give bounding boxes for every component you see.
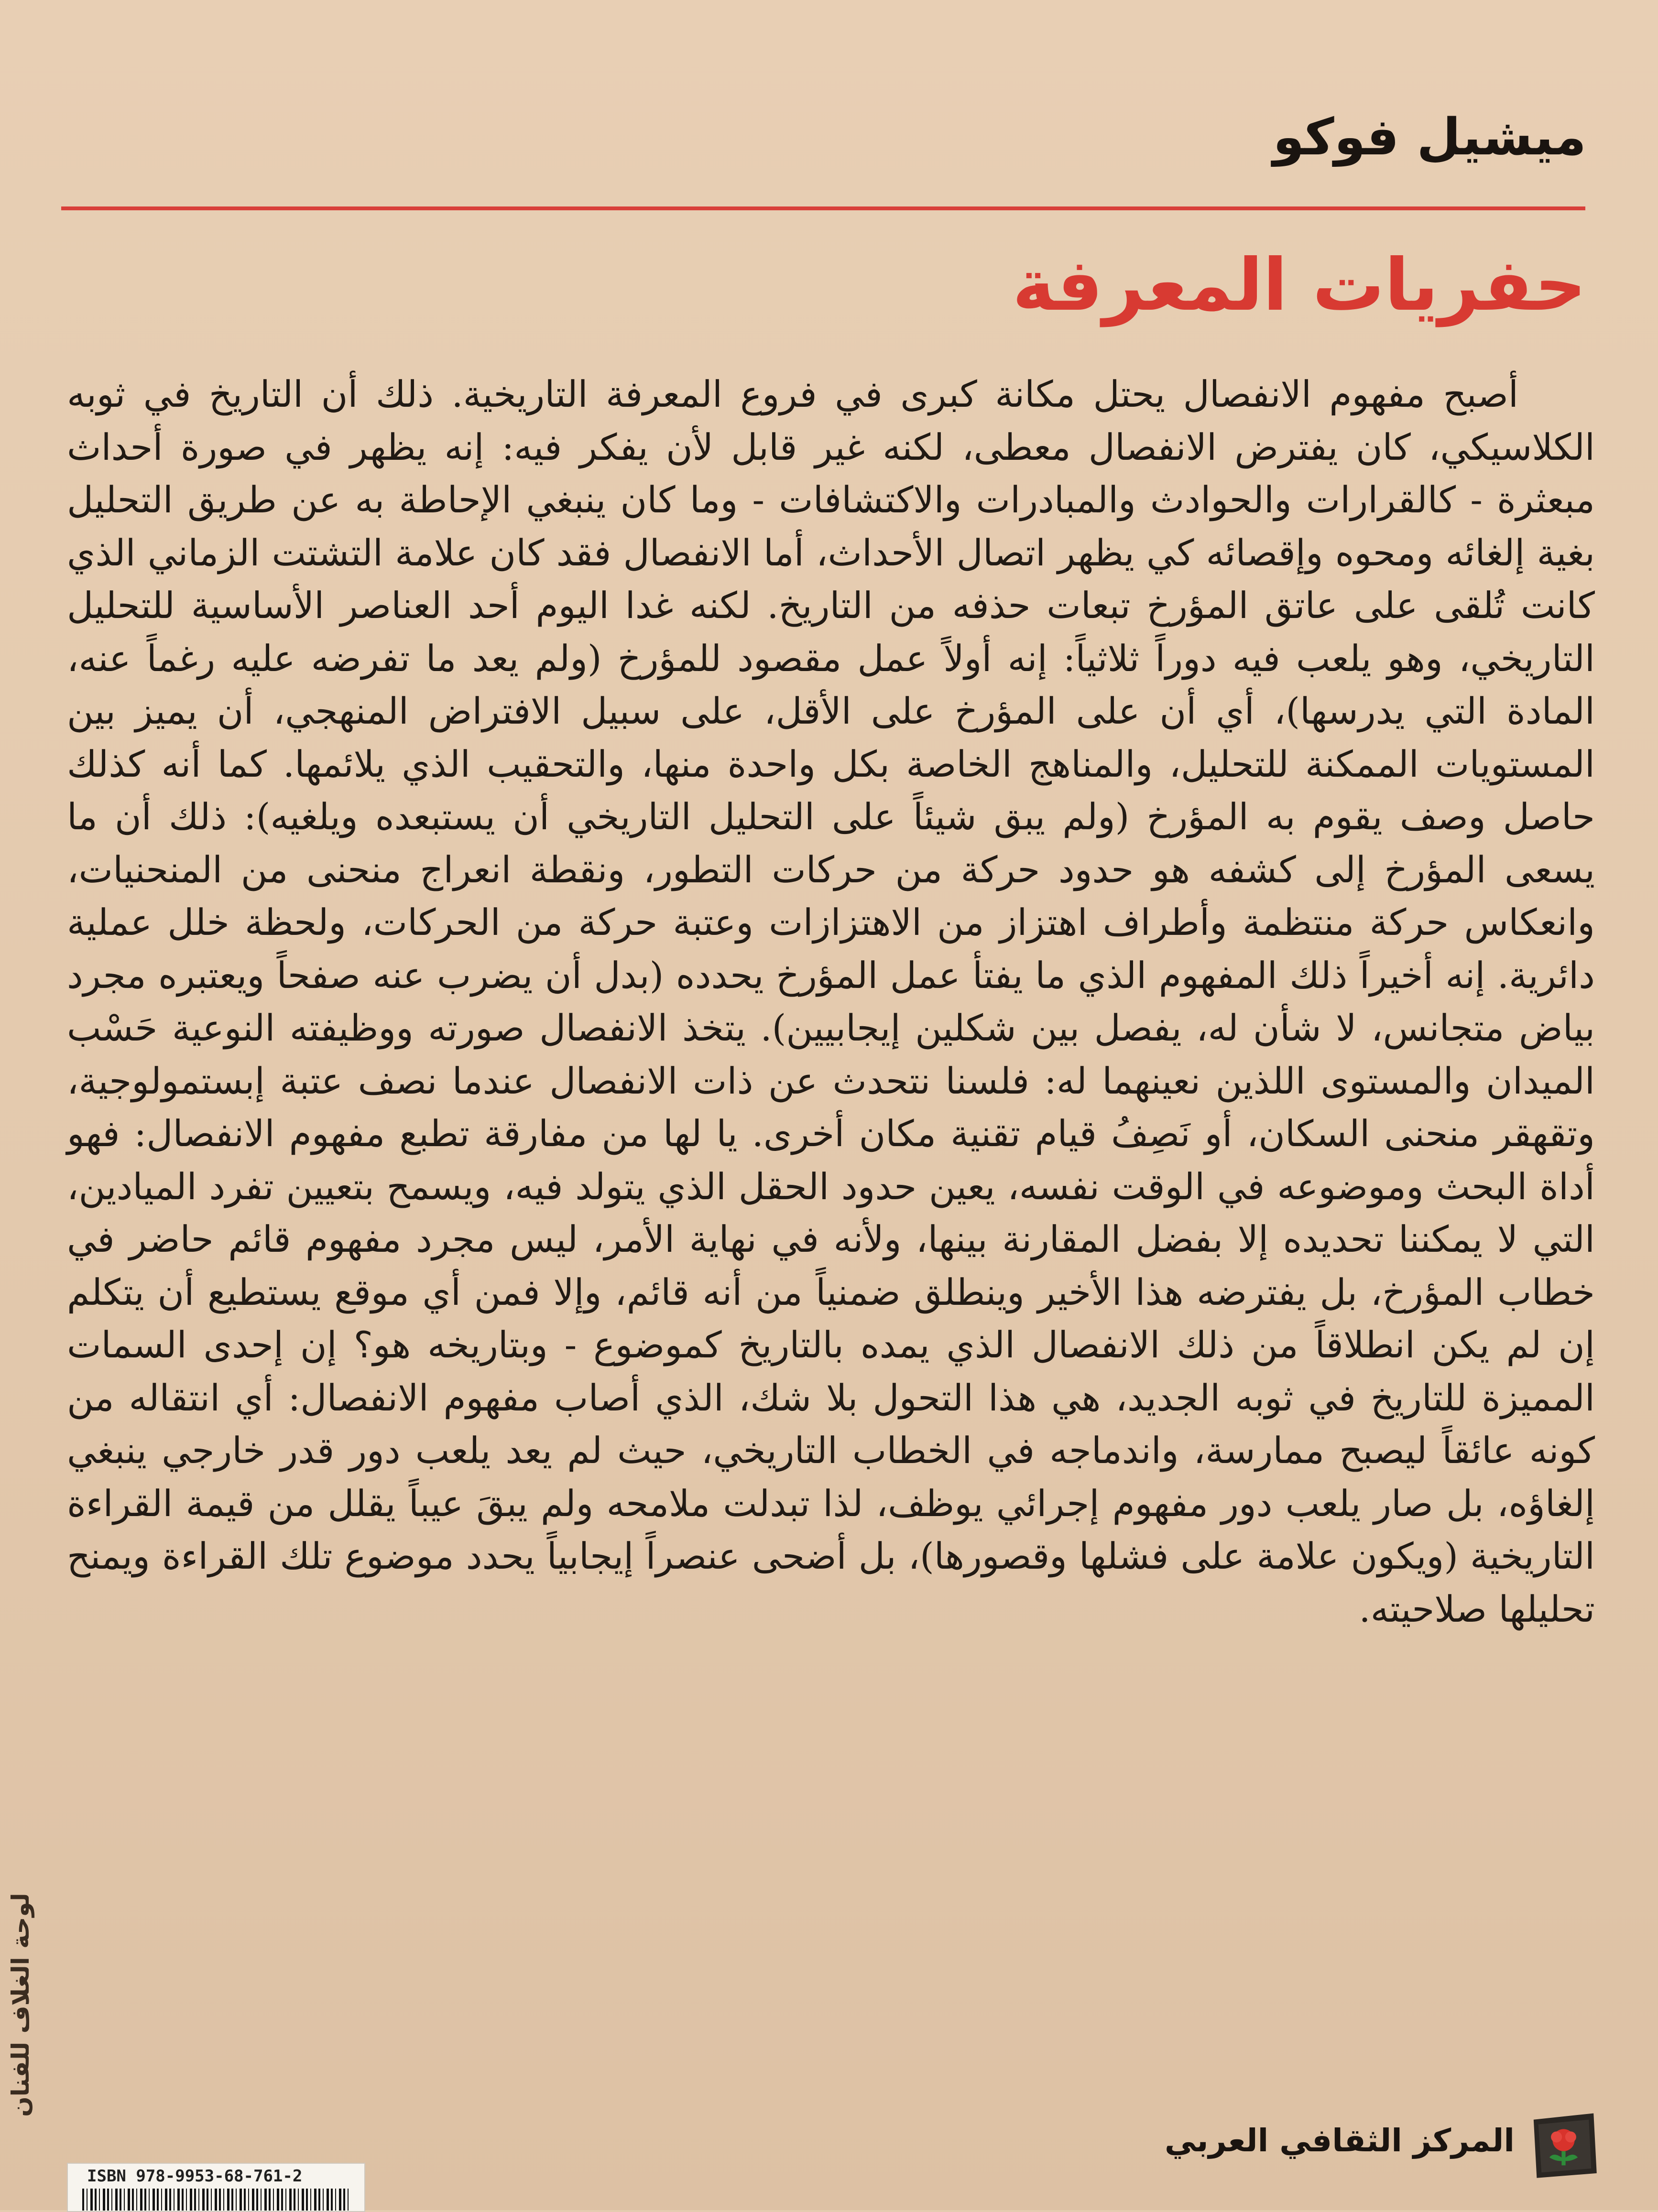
book-title: حفريات المعرفة	[1012, 244, 1586, 327]
publisher-logo-icon	[1524, 2105, 1603, 2184]
author-name: ميشيل فوكو	[1273, 108, 1586, 166]
publisher-name: المركز الثقافي العربي	[1165, 2122, 1515, 2159]
blurb-text: أصبح مفهوم الانفصال يحتل مكانة كبرى في فروع المعرفة التاريخية. ذلك أن التاريخ في ثوبه الكلاسيكي، كان يفترض الانفصال معطى، لكنه غير قابل لأن يفكر فيه: إنه يظهر في صورة أحداث مبعثرة - كالقرارات والحوادث والمبادرات والاكتشافات - وما كان ينبغي الإحاطة به عن طريق التحليل بغية إلغائه ومحوه وإقصائه كي يظهر اتصال الأحداث، أما الانفصال فقد كان علامة التشتت الزماني الذي كانت تُلقى على عاتق المؤرخ تبعات حذفه من التاريخ. لكنه غدا اليوم أحد العناصر الأساسية للتحليل التاريخي، وهو يلعب فيه دوراً ثلاثياً: إنه أولاً عمل مقصود للمؤرخ (ولم يعد ما تفرضه عليه رغماً عنه، المادة التي يدرسها)، أي أن على المؤرخ على الأقل، على سبيل الافتراض المنهجي، أن يميز بين المستويات الممكنة للتحليل، والمناهج الخاصة بكل واحدة منها، والتحقيب الذي يلائمها. كما أنه كذلك حاصل وصف يقوم به المؤرخ (ولم يبق شيئاً على التحليل التاريخي أن يستبعده ويلغيه): ذلك أن ما يسعى المؤرخ إلى كشفه هو حدود حركة من حركات التطور، ونقطة انعراج منحنى من المنحنيات، وانعكاس حركة منتظمة وأطراف اهتزاز من الاهتزازات وعتبة حركة من الحركات، ولحظة خلل عملية دائرية. إنه أخيراً ذلك المفهوم الذي ما يفتأ عمل المؤرخ يحدده (بدل أن يضرب عنه صفحاً ويعتبره مجرد بياض متجانس، لا شأن له، يفصل بين شكلين إيجابيين). يتخذ الانفصال صورته ووظيفته النوعية حَسْب الميدان والمستوى اللذين نعينهما له: فلسنا نتحدث عن ذات الانفصال عندما نصف عتبة إبستمولوجية، وتقهقر منحنى السكان، أو نَصِفُ قيام تقنية مكان أخرى. يا لها من مفارقة تطبع مفهوم الانفصال: فهو أداة البحث وموضوعه في الوقت نفسه، يعين حدود الحقل الذي يتولد فيه، ويسمح بتعيين تفرد الميادين، التي لا يمكننا تحديده إلا بفضل المقارنة بينها، ولأنه في نهاية الأمر، ليس مجرد مفهوم قائم حاضر في خطاب المؤرخ، بل يفترضه هذا الأخير وينطلق ضمنياً من أنه قائم، وإلا فمن أي موقع يستطيع أن يتكلم إن لم يكن انطلاقاً من ذلك الانفصال الذي يمده بالتاريخ كموضوع - وبتاريخه هو؟ إن إحدى السمات المميزة للتاريخ في ثوبه الجديد، هي هذا التحول بلا شك، الذي أصاب مفهوم الانفصال: أي انتقاله من كونه عائقاً ليصبح ممارسة، واندماجه في الخطاب التاريخي، حيث لم يعد يلعب دور قدر خارجي ينبغي إلغاؤه، بل صار يلعب دور مفهوم إجرائي يوظف، لذا تبدلت ملامحه ولم يبقَ عيباً يقلل من قيمة القراءة التاريخية (ويكون علامة على فشلها وقصورها)، بل أضحى عنصراً إيجابياً يحدد موضوع تلك القراءة ويمنح تحليلها صلاحيته.	[67, 373, 1595, 1630]
barcode-icon	[82, 2189, 350, 2211]
red-divider	[61, 206, 1585, 210]
cover-art-credit: لوحة الغلاف للفنان	[7, 1893, 34, 2117]
isbn-number: ISBN 978-9953-68-761-2	[87, 2167, 303, 2186]
isbn-barcode	[67, 2163, 365, 2212]
